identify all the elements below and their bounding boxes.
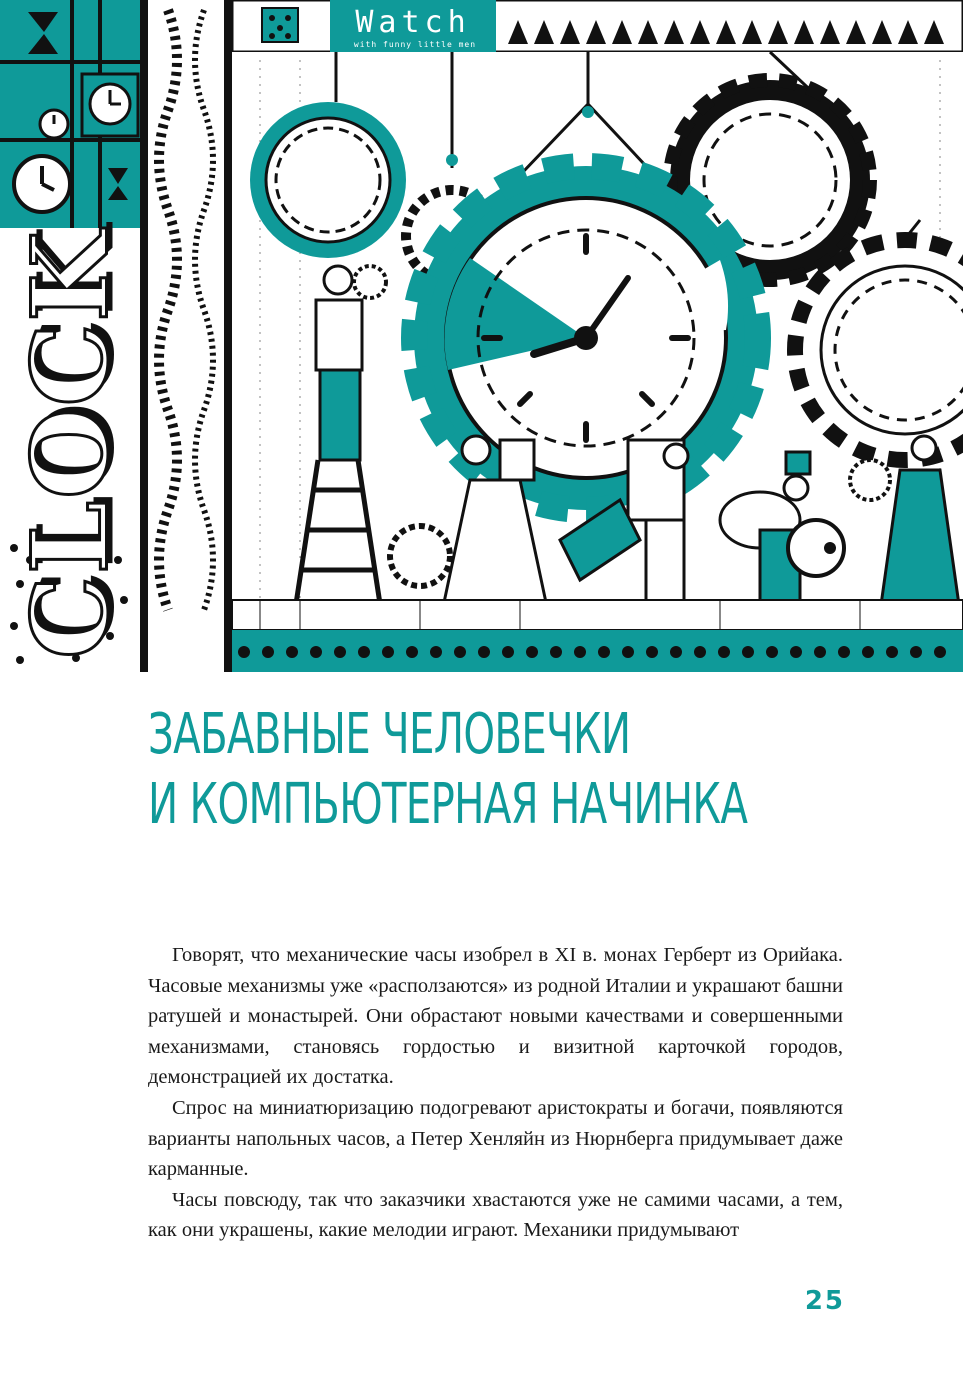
paragraph: Спрос на миниатюризацию подогревают аристократы и богачи, появляются варианты напольных часов, а Петер Хенляйн из Нюрнберга придумывает даже карманные. <box>148 1096 843 1181</box>
chapter-title-line-1: ЗАБАВНЫЕ ЧЕЛОВЕЧКИ <box>148 702 631 767</box>
clock-icon <box>82 74 138 136</box>
lower-gear-icon <box>390 526 450 586</box>
watch-lettering: Watch <box>355 5 471 40</box>
paragraph: Говорят, что механические часы изобрел в XI в. монах Герберт из Орийака. Часовые механизмы уже «расползаются» из родной Италии и украшают башни ратушей и монастырей. Они обрастают новыми качествами и совершенными механизмами, становясь гордостью и визитной карточкой городов, демонстрацией их достатка. <box>148 944 843 1089</box>
round-clock-icon <box>14 156 70 212</box>
alarm-clock-icon <box>40 110 68 138</box>
body-text <box>148 940 843 1246</box>
paragraph: Часы повсюду, так что заказчики хвастаются уже не самими часами, а тем, как они украшены, какие мелодии играют. Механики придумывают <box>148 1188 843 1242</box>
teal-gear-left-icon <box>250 102 406 258</box>
chapter-title-line-2: И КОМПЬЮТЕРНАЯ НАЧИНКА <box>148 772 748 837</box>
clockwork-illustration <box>0 0 963 672</box>
page-number: 25 <box>804 1286 845 1316</box>
illustration-art <box>0 0 963 672</box>
chapter-title <box>148 700 748 840</box>
clock-lettering: CLOCK <box>8 229 132 659</box>
watch-sub-lettering: with funny little men <box>353 40 477 49</box>
